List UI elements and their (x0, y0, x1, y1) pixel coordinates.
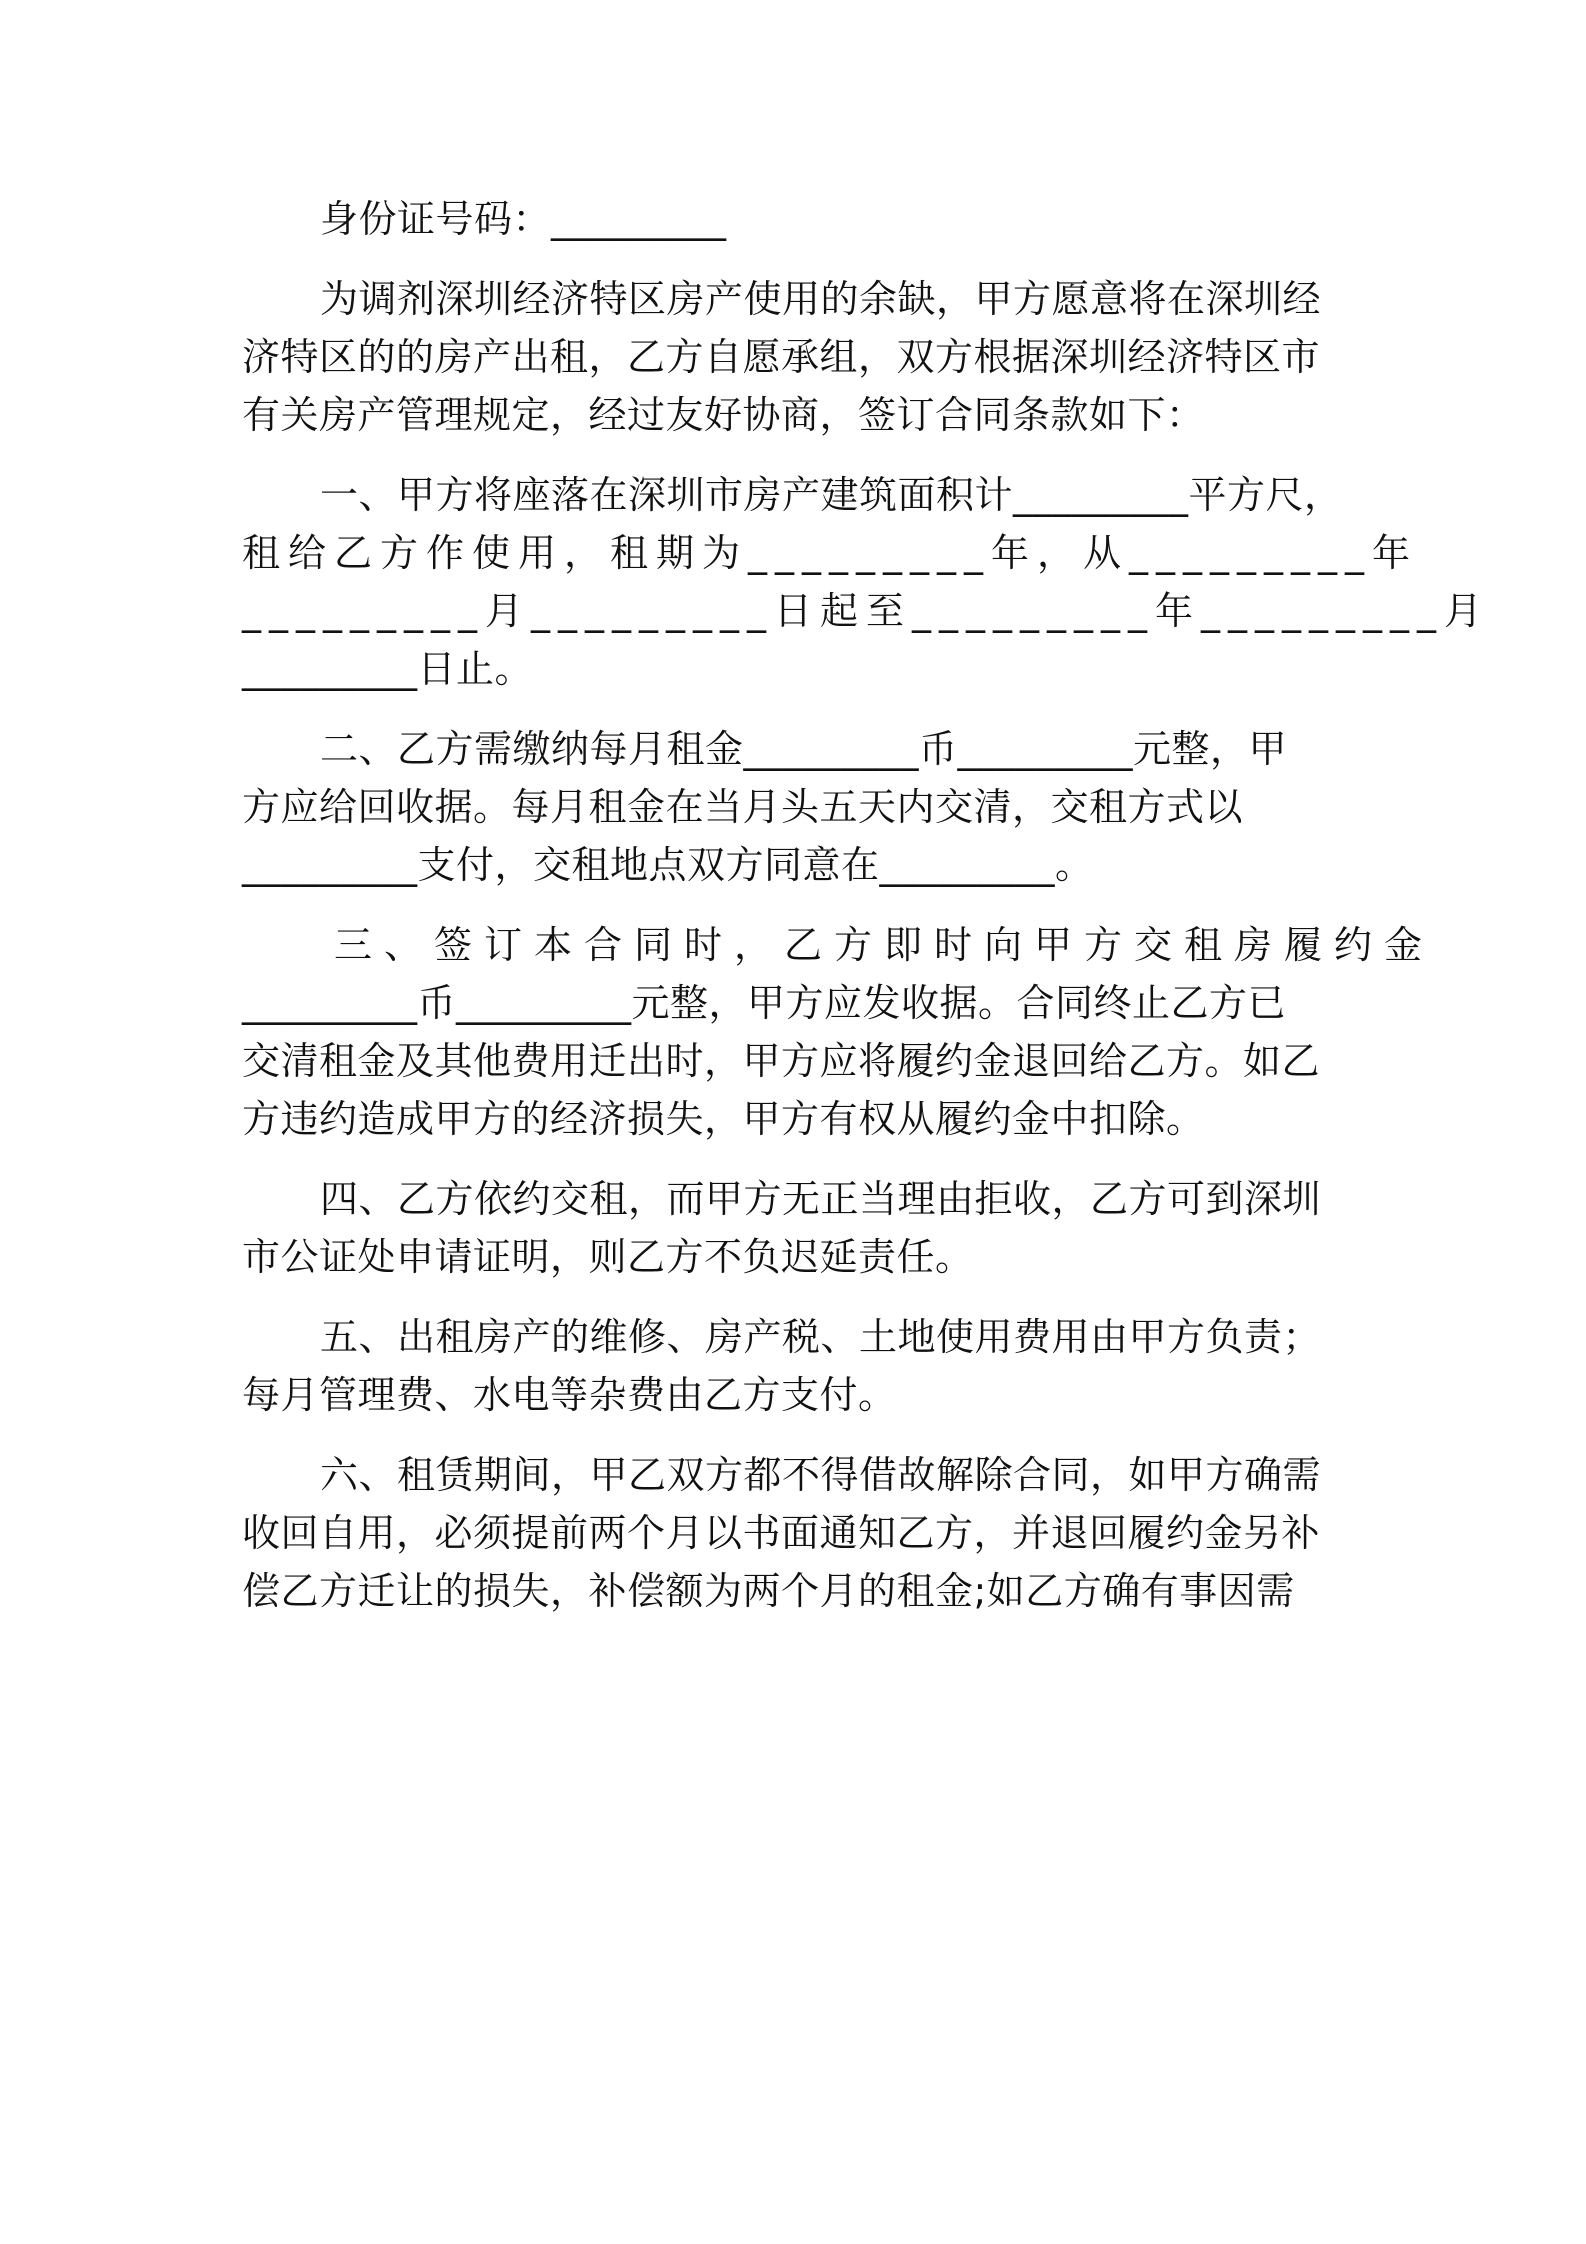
intro-line: 有关房产管理规定，经过友好协商，签订合同条款如下： (242, 393, 1205, 437)
clause-1-line: 一、甲方将座落在深圳市房产建筑面积计_________平方尺， (320, 473, 1343, 517)
id-number-line: 身份证号码：_________ (320, 197, 727, 241)
intro-paragraph (242, 270, 1352, 444)
clause-1-line: _________日止。 (242, 647, 534, 691)
clause-5-line: 五、出租房产的维修、房产税、土地使用费用由甲方负责； (320, 1315, 1322, 1359)
clause-6-line: 六、租赁期间，甲乙双方都不得借故解除合同，如甲方确需 (320, 1453, 1322, 1497)
clause-2-line: _________支付，交租地点双方同意在_________。 (242, 843, 1094, 887)
clause-2-line: 二、乙方需缴纳每月租金_________币_________元整，甲 (320, 727, 1288, 771)
contract-page (242, 190, 1491, 1620)
clause-4 (242, 1170, 1352, 1286)
clause-6-line: 偿乙方迁让的损失，补偿额为两个月的租金;如乙方确有事因需 (242, 1569, 1295, 1613)
intro-line: 为调剂深圳经济特区房产使用的余缺，甲方愿意将在深圳经 (320, 277, 1322, 321)
clause-3-line: _________币_________元整，甲方应发收据。合同终止乙方已 (242, 981, 1287, 1025)
clause-4-line: 市公证处申请证明，则乙方不负迟延责任。 (242, 1235, 974, 1279)
clause-2-line: 方应给回收据。每月租金在当月头五天内交清，交租方式以 (242, 785, 1244, 829)
clause-6 (242, 1446, 1352, 1620)
clause-3-line: 方违约造成甲方的经济损失，甲方有权从履约金中扣除。 (242, 1097, 1205, 1141)
clause-3-line: 三、签订本合同时，乙方即时向甲方交租房履约金 (334, 923, 1435, 967)
clause-5-line: 每月管理费、水电等杂费由乙方支付。 (242, 1373, 897, 1417)
clause-3-line: 交清租金及其他费用迁出时，甲方应将履约金退回给乙方。如乙 (242, 1039, 1321, 1083)
clause-5 (242, 1308, 1352, 1424)
clause-2 (242, 720, 1352, 894)
clause-4-line: 四、乙方依约交租，而甲方无正当理由拒收，乙方可到深圳 (320, 1177, 1322, 1221)
clause-6-line: 收回自用，必须提前两个月以书面通知乙方，并退回履约金另补 (242, 1511, 1321, 1555)
clause-3 (242, 916, 1435, 1148)
intro-line: 济特区的的房产出租，乙方自愿承组，双方根据深圳经济特区市 (242, 335, 1321, 379)
clause-1-line: 租给乙方作使用，租期为_________年，从_________年 (242, 531, 1419, 575)
clause-1-line: _________月_________日起至_________年_________月 (242, 589, 1491, 633)
clause-1 (242, 466, 1491, 698)
